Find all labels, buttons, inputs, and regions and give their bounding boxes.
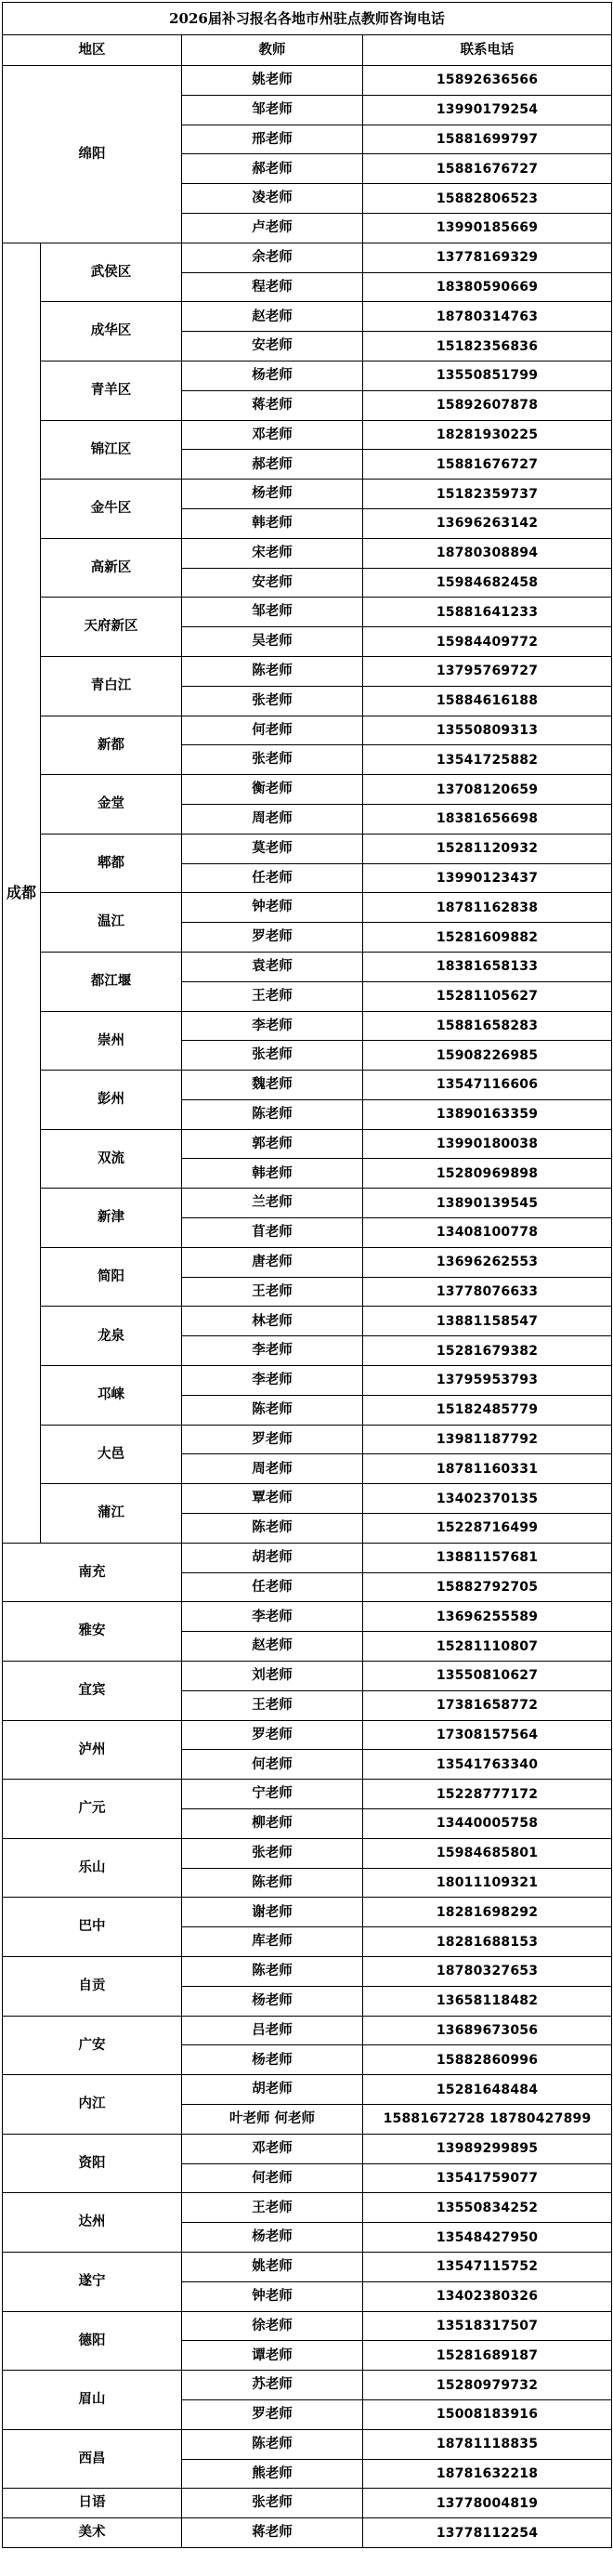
district-name: 武侯区	[41, 243, 182, 302]
teacher-name: 杨老师	[182, 2223, 363, 2253]
region-name: 广安	[3, 2016, 182, 2075]
phone-number: 13981187792	[363, 1425, 612, 1454]
teacher-name: 钟老师	[182, 893, 363, 923]
teacher-name: 兰老师	[182, 1189, 363, 1218]
phone-number: 18781118835	[363, 2429, 612, 2459]
teacher-name: 姚老师	[182, 66, 363, 96]
phone-number: 13541763340	[363, 1750, 612, 1780]
teacher-name: 蒋老师	[182, 390, 363, 420]
phone-number: 13550834252	[363, 2193, 612, 2223]
district-name: 温江	[41, 893, 182, 953]
phone-number: 15281648484	[363, 2075, 612, 2105]
teacher-name: 任老师	[182, 1572, 363, 1602]
teacher-name: 苏老师	[182, 2371, 363, 2400]
phone-number: 13547115752	[363, 2252, 612, 2281]
teacher-name: 吴老师	[182, 627, 363, 657]
title-row	[3, 3, 612, 35]
table-row	[3, 1129, 612, 1159]
region-name: 达州	[3, 2193, 182, 2253]
region-name: 内江	[3, 2075, 182, 2135]
phone-number: 13890139545	[363, 1189, 612, 1218]
phone-number: 15182359737	[363, 480, 612, 509]
teacher-name: 库老师	[182, 1927, 363, 1957]
teacher-name: 李老师	[182, 1602, 363, 1632]
table-row	[3, 538, 612, 568]
phone-number: 15881658283	[363, 1011, 612, 1041]
table-row	[3, 716, 612, 745]
region-name: 乐山	[3, 1838, 182, 1898]
district-name: 高新区	[41, 538, 182, 598]
phone-number: 18381658133	[363, 952, 612, 981]
table-row	[3, 2252, 612, 2281]
district-name: 大邑	[41, 1425, 182, 1484]
teacher-name: 凌老师	[182, 184, 363, 214]
teacher-name: 王老师	[182, 1690, 363, 1720]
teacher-name: 袁老师	[182, 952, 363, 981]
phone-number: 15281679382	[363, 1336, 612, 1366]
phone-number: 15892607878	[363, 390, 612, 420]
table-row	[3, 2134, 612, 2163]
phone-number: 13881157681	[363, 1543, 612, 1572]
phone-number: 13402380326	[363, 2281, 612, 2311]
region-name: 巴中	[3, 1898, 182, 1957]
phone-number: 15280969898	[363, 1159, 612, 1189]
phone-number: 13890163359	[363, 1099, 612, 1129]
district-name: 青白江	[41, 656, 182, 716]
table-row	[3, 1543, 612, 1572]
teacher-name: 蒋老师	[182, 2518, 363, 2548]
phone-number: 15281689187	[363, 2341, 612, 2371]
teacher-name: 邓老师	[182, 2134, 363, 2163]
phone-number: 13881158547	[363, 1307, 612, 1336]
teacher-name: 陈老师	[182, 1957, 363, 1987]
phone-number: 13778169329	[363, 243, 612, 272]
teacher-name: 姚老师	[182, 2252, 363, 2281]
region-name: 自贡	[3, 1957, 182, 2017]
phone-number: 18011109321	[363, 1868, 612, 1898]
phone-number: 15281105627	[363, 981, 612, 1011]
phone-number: 18780327653	[363, 1957, 612, 1987]
district-name: 新都	[41, 716, 182, 775]
phone-number: 15881676727	[363, 154, 612, 184]
phone-number: 13795769727	[363, 656, 612, 686]
phone-number: 15228716499	[363, 1514, 612, 1544]
teacher-name: 李老师	[182, 1366, 363, 1396]
phone-number: 18380590669	[363, 272, 612, 302]
district-name: 彭州	[41, 1071, 182, 1130]
table-row	[3, 66, 612, 96]
district-name: 金牛区	[41, 480, 182, 539]
phone-number: 13541725882	[363, 745, 612, 775]
phone-number: 13550809313	[363, 716, 612, 745]
table-row	[3, 2311, 612, 2341]
header-teacher: 教师	[182, 35, 363, 66]
teacher-name: 何老师	[182, 1750, 363, 1780]
teacher-name: 陈老师	[182, 1395, 363, 1425]
district-name: 都江堰	[41, 952, 182, 1011]
district-name: 青羊区	[41, 361, 182, 420]
phone-number: 18781160331	[363, 1454, 612, 1484]
phone-number: 13689673056	[363, 2016, 612, 2045]
teacher-name: 魏老师	[182, 1071, 363, 1100]
table-row	[3, 775, 612, 805]
table-row	[3, 480, 612, 509]
teacher-name: 杨老师	[182, 361, 363, 390]
subject-name: 美术	[3, 2518, 182, 2548]
subject-name: 日语	[3, 2489, 182, 2518]
phone-number: 13778004819	[363, 2489, 612, 2518]
teacher-name: 何老师	[182, 2163, 363, 2193]
phone-number: 18281930225	[363, 420, 612, 450]
teacher-name: 陈老师	[182, 2429, 363, 2459]
city-name-chengdu: 成都	[3, 243, 41, 1543]
phone-number: 15281120932	[363, 834, 612, 863]
region-name: 遂宁	[3, 2252, 182, 2311]
region-name: 眉山	[3, 2371, 182, 2430]
phone-number: 18781162838	[363, 893, 612, 923]
phone-number: 15280979732	[363, 2371, 612, 2400]
phone-number: 13778112254	[363, 2518, 612, 2548]
phone-number: 13990179254	[363, 95, 612, 125]
phone-number: 17308157564	[363, 1720, 612, 1750]
phone-number: 18281688153	[363, 1927, 612, 1957]
teacher-name: 邓老师	[182, 420, 363, 450]
phone-number: 13778076633	[363, 1277, 612, 1307]
phone-number: 13696255589	[363, 1602, 612, 1632]
phone-number: 15882806523	[363, 184, 612, 214]
table-row	[3, 243, 612, 272]
teacher-name: 王老师	[182, 1277, 363, 1307]
teacher-name: 韩老师	[182, 1159, 363, 1189]
teacher-name: 柳老师	[182, 1809, 363, 1839]
teacher-name: 周老师	[182, 1454, 363, 1484]
phone-number: 15984685801	[363, 1838, 612, 1868]
teacher-name: 王老师	[182, 2193, 363, 2223]
phone-number: 15881641233	[363, 598, 612, 627]
region-name: 南充	[3, 1543, 182, 1602]
phone-number: 13440005758	[363, 1809, 612, 1839]
phone-number: 15984409772	[363, 627, 612, 657]
phone-number: 18281698292	[363, 1898, 612, 1927]
table-row	[3, 2489, 612, 2518]
region-name: 宜宾	[3, 1662, 182, 1721]
table-row	[3, 656, 612, 686]
header-region: 地区	[3, 35, 182, 66]
teacher-name: 张老师	[182, 686, 363, 716]
teacher-name: 赵老师	[182, 302, 363, 332]
phone-number: 13696262553	[363, 1247, 612, 1277]
teacher-name: 钟老师	[182, 2281, 363, 2311]
header-phone: 联系电话	[363, 35, 612, 66]
teacher-name: 周老师	[182, 804, 363, 834]
teacher-name: 杨老师	[182, 480, 363, 509]
teacher-name: 张老师	[182, 2489, 363, 2518]
district-name: 成华区	[41, 302, 182, 361]
teacher-name: 覃老师	[182, 1484, 363, 1514]
phone-number: 13518317507	[363, 2311, 612, 2341]
teacher-name: 罗老师	[182, 2399, 363, 2429]
phone-number: 17381658772	[363, 1690, 612, 1720]
teacher-name: 邹老师	[182, 95, 363, 125]
table-row	[3, 1780, 612, 1809]
teacher-name: 宋老师	[182, 538, 363, 568]
district-name: 天府新区	[41, 598, 182, 657]
teacher-name: 徐老师	[182, 2311, 363, 2341]
contact-sheet	[2, 2, 611, 2548]
phone-number: 13795953793	[363, 1366, 612, 1396]
teacher-name: 杨老师	[182, 2045, 363, 2075]
teacher-name: 张老师	[182, 745, 363, 775]
district-name: 龙泉	[41, 1307, 182, 1366]
table-row	[3, 361, 612, 390]
district-name: 简阳	[41, 1247, 182, 1307]
table-row	[3, 2075, 612, 2105]
header-row	[3, 35, 612, 66]
district-name: 双流	[41, 1129, 182, 1189]
table-row	[3, 1011, 612, 1041]
region-name: 资阳	[3, 2134, 182, 2193]
table-row	[3, 1307, 612, 1336]
region-name: 广元	[3, 1780, 182, 1839]
table-row	[3, 2193, 612, 2223]
teacher-name: 安老师	[182, 568, 363, 598]
phone-number: 18780314763	[363, 302, 612, 332]
table-row	[3, 420, 612, 450]
phone-number: 15881672728 18780427899	[363, 2104, 612, 2134]
phone-number: 15228777172	[363, 1780, 612, 1809]
table-row	[3, 1247, 612, 1277]
teacher-name: 宁老师	[182, 1780, 363, 1809]
teacher-name: 谢老师	[182, 1898, 363, 1927]
phone-number: 13402370135	[363, 1484, 612, 1514]
teacher-name: 郝老师	[182, 450, 363, 480]
page-title: 2026届补习报名各地市州驻点教师咨询电话	[3, 3, 612, 35]
contact-table-body	[3, 3, 612, 2548]
teacher-name: 胡老师	[182, 1543, 363, 1572]
teacher-name: 罗老师	[182, 923, 363, 953]
table-row	[3, 1720, 612, 1750]
phone-number: 18780308894	[363, 538, 612, 568]
phone-number: 15908226985	[363, 1041, 612, 1071]
phone-number: 18781632218	[363, 2459, 612, 2489]
table-row	[3, 1366, 612, 1396]
teacher-name: 陈老师	[182, 1514, 363, 1544]
phone-number: 13990180038	[363, 1129, 612, 1159]
phone-number: 15281110807	[363, 1632, 612, 1662]
teacher-name: 余老师	[182, 243, 363, 272]
phone-number: 13696263142	[363, 508, 612, 538]
region-name: 雅安	[3, 1602, 182, 1662]
teacher-name: 程老师	[182, 272, 363, 302]
teacher-name: 唐老师	[182, 1247, 363, 1277]
region-name: 西昌	[3, 2429, 182, 2489]
district-name: 新津	[41, 1189, 182, 1248]
phone-number: 15882860996	[363, 2045, 612, 2075]
teacher-name: 罗老师	[182, 1425, 363, 1454]
teacher-name: 陈老师	[182, 656, 363, 686]
region-name: 泸州	[3, 1720, 182, 1780]
teacher-name: 罗老师	[182, 1720, 363, 1750]
teacher-name: 吕老师	[182, 2016, 363, 2045]
teacher-name: 任老师	[182, 863, 363, 893]
table-row	[3, 302, 612, 332]
phone-number: 13658118482	[363, 1986, 612, 2016]
teacher-name: 邢老师	[182, 125, 363, 154]
region-name: 绵阳	[3, 66, 182, 243]
table-row	[3, 1662, 612, 1691]
phone-number: 13550810627	[363, 1662, 612, 1691]
phone-number: 13989299895	[363, 2134, 612, 2163]
teacher-name: 安老师	[182, 332, 363, 361]
teacher-name: 卢老师	[182, 213, 363, 243]
table-row	[3, 2429, 612, 2459]
phone-number: 15008183916	[363, 2399, 612, 2429]
table-row	[3, 2016, 612, 2045]
phone-number: 15182356836	[363, 332, 612, 361]
table-row	[3, 598, 612, 627]
table-row	[3, 834, 612, 863]
phone-number: 15182485779	[363, 1395, 612, 1425]
phone-number: 13547116606	[363, 1071, 612, 1100]
phone-number: 18381656698	[363, 804, 612, 834]
region-name: 德阳	[3, 2311, 182, 2371]
phone-number: 13541759077	[363, 2163, 612, 2193]
teacher-name: 邹老师	[182, 598, 363, 627]
contact-table	[2, 2, 612, 2548]
table-row	[3, 1898, 612, 1927]
phone-number: 15281609882	[363, 923, 612, 953]
teacher-name: 胡老师	[182, 2075, 363, 2105]
teacher-name: 何老师	[182, 716, 363, 745]
district-name: 金堂	[41, 775, 182, 835]
teacher-name: 郭老师	[182, 1129, 363, 1159]
phone-number: 15984682458	[363, 568, 612, 598]
phone-number: 15881699797	[363, 125, 612, 154]
teacher-name: 熊老师	[182, 2459, 363, 2489]
teacher-name: 陈老师	[182, 1099, 363, 1129]
teacher-name: 张老师	[182, 1838, 363, 1868]
table-row	[3, 1602, 612, 1632]
teacher-name: 谭老师	[182, 2341, 363, 2371]
teacher-name: 杨老师	[182, 1986, 363, 2016]
table-row	[3, 893, 612, 923]
teacher-name: 衡老师	[182, 775, 363, 805]
teacher-name: 林老师	[182, 1307, 363, 1336]
phone-number: 15884616188	[363, 686, 612, 716]
table-row	[3, 1425, 612, 1454]
phone-number: 13550851799	[363, 361, 612, 390]
teacher-name: 韩老师	[182, 508, 363, 538]
teacher-name: 苜老师	[182, 1218, 363, 1248]
teacher-name: 郝老师	[182, 154, 363, 184]
district-name: 郫都	[41, 834, 182, 893]
teacher-name: 王老师	[182, 981, 363, 1011]
phone-number: 15881676727	[363, 450, 612, 480]
table-row	[3, 2371, 612, 2400]
phone-number: 13548427950	[363, 2223, 612, 2253]
district-name: 锦江区	[41, 420, 182, 480]
phone-number: 13990185669	[363, 213, 612, 243]
table-row	[3, 952, 612, 981]
district-name: 崇州	[41, 1011, 182, 1071]
phone-number: 15892636566	[363, 66, 612, 96]
table-row	[3, 1957, 612, 1987]
teacher-name: 张老师	[182, 1041, 363, 1071]
teacher-name: 陈老师	[182, 1868, 363, 1898]
teacher-name: 赵老师	[182, 1632, 363, 1662]
table-row	[3, 1838, 612, 1868]
teacher-name: 李老师	[182, 1336, 363, 1366]
district-name: 邛崃	[41, 1366, 182, 1426]
phone-number: 13708120659	[363, 775, 612, 805]
phone-number: 13990123437	[363, 863, 612, 893]
teacher-name: 李老师	[182, 1011, 363, 1041]
teacher-name: 莫老师	[182, 834, 363, 863]
teacher-name: 刘老师	[182, 1662, 363, 1691]
table-row	[3, 1189, 612, 1218]
table-row	[3, 1071, 612, 1100]
teacher-name: 叶老师 何老师	[182, 2104, 363, 2134]
district-name: 蒲江	[41, 1484, 182, 1544]
phone-number: 15882792705	[363, 1572, 612, 1602]
phone-number: 13408100778	[363, 1218, 612, 1248]
table-row	[3, 1484, 612, 1514]
table-row	[3, 2518, 612, 2548]
